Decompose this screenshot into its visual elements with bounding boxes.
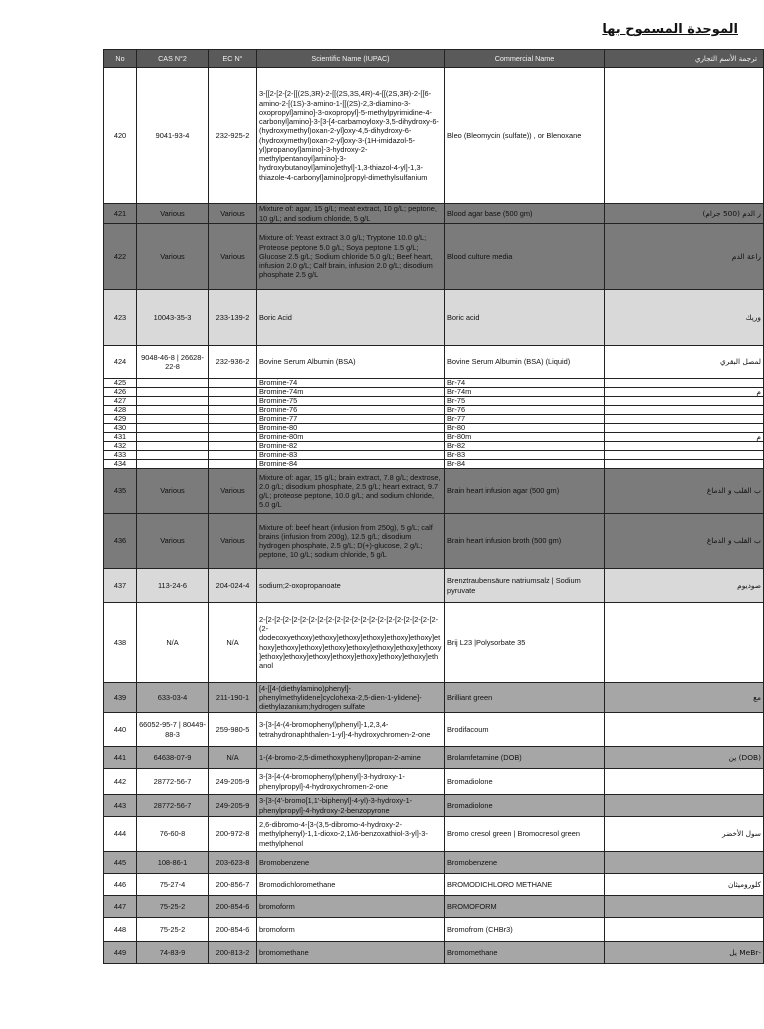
cell-arabic <box>605 769 764 795</box>
cell-arabic: سول الأخضر <box>605 817 764 852</box>
cell-cas: 28772-56-7 <box>137 769 209 795</box>
cell-scientific: 3-[3-[4-(4-bromophenyl)phenyl]-3-hydroxy-1-phenylpropyl]-4-hydroxychromen-2-one <box>257 769 445 795</box>
cell-no: 432 <box>104 442 137 451</box>
cell-ec: 204-024-4 <box>209 569 257 603</box>
cell-cas <box>137 451 209 460</box>
cell-cas: 75-27-4 <box>137 874 209 896</box>
cell-ec: 200-854-6 <box>209 918 257 942</box>
cell-scientific: Bromine-80m <box>257 433 445 442</box>
cell-scientific: sodium;2-oxopropanoate <box>257 569 445 603</box>
cell-scientific: [4-[[4-(diethylamino)phenyl]-phenylmethylidene]cyclohexa-2,5-dien-1-ylidene]-diethylazanium;hydrogen sulfate <box>257 683 445 713</box>
cell-cas: 66052-95-7 | 80449-88-3 <box>137 713 209 747</box>
cell-no: 427 <box>104 397 137 406</box>
cell-ec: Various <box>209 469 257 514</box>
cell-arabic <box>605 406 764 415</box>
table-row <box>104 874 764 896</box>
cell-arabic <box>605 379 764 388</box>
cell-commercial: Blood agar base (500 gm) <box>445 204 605 224</box>
cell-scientific: Bromine-80 <box>257 424 445 433</box>
cell-commercial: Blood culture media <box>445 224 605 290</box>
cell-arabic <box>605 603 764 683</box>
cell-ec: 249-205-9 <box>209 795 257 817</box>
cell-arabic <box>605 397 764 406</box>
cell-commercial: Br-84 <box>445 460 605 469</box>
cell-commercial: Bleo (Bleomycin (sulfate)) , or Blenoxane <box>445 68 605 204</box>
cell-ec: Various <box>209 514 257 569</box>
table-row <box>104 397 764 406</box>
cell-commercial: Bromomethane <box>445 942 605 964</box>
cell-commercial: Bromadiolone <box>445 795 605 817</box>
table-header-row <box>104 50 764 68</box>
cell-ec <box>209 451 257 460</box>
table-row <box>104 747 764 769</box>
table-row <box>104 379 764 388</box>
table-row <box>104 683 764 713</box>
cell-arabic: ر الدم (500 جرام) <box>605 204 764 224</box>
cell-scientific: bromomethane <box>257 942 445 964</box>
cell-cas: 9048-46-8 | 26628-22-8 <box>137 346 209 379</box>
cell-ec: 233-139-2 <box>209 290 257 346</box>
cell-cas: Various <box>137 514 209 569</box>
cell-ec: 203-623-8 <box>209 852 257 874</box>
cell-ec <box>209 424 257 433</box>
cell-no: 428 <box>104 406 137 415</box>
cell-ec: 200-813-2 <box>209 942 257 964</box>
cell-arabic <box>605 451 764 460</box>
table-row <box>104 514 764 569</box>
cell-ec: N/A <box>209 747 257 769</box>
table-row <box>104 896 764 918</box>
cell-commercial: Brodifacoum <box>445 713 605 747</box>
cell-cas <box>137 379 209 388</box>
table-row <box>104 817 764 852</box>
table-row <box>104 451 764 460</box>
table-row <box>104 918 764 942</box>
table-row <box>104 68 764 204</box>
cell-cas <box>137 415 209 424</box>
cell-no: 440 <box>104 713 137 747</box>
cell-arabic: صوديوم <box>605 569 764 603</box>
cell-commercial: Br-77 <box>445 415 605 424</box>
cell-no: 442 <box>104 769 137 795</box>
table-row <box>104 713 764 747</box>
cell-commercial: BROMOFORM <box>445 896 605 918</box>
table-row <box>104 224 764 290</box>
cell-scientific: Bromine-74 <box>257 379 445 388</box>
cell-commercial: Bromadiolone <box>445 769 605 795</box>
cell-arabic: م <box>605 388 764 397</box>
cell-scientific: 3-[[2-[2-[2-[[(2S,3R)-2-[[(2S,3S,4R)-4-[[(2S,3R)-2-[[6-amino-2-[(1S)-3-amino-1-[[(2S)-2,3-diamino-3-oxopropyl]amino]-3-oxopropyl]-5-methylpyrimidine-4-carbonyl]amino]-3-[3-[4-carbamoyloxy-3,5-dihydroxy-6-(hydroxymethyl)oxan-2-yl]oxy-4,5-dihydroxy-6-(hydroxymethyl)oxan-2-yl]oxy-3-(1H-imidazol-5-yl)propanoyl]amino]-3-hydroxy-2-methylpentanoyl]amino]-3-hydroxybutanoyl]amino]ethyl]-1,3-thiazol-4-yl]-1,3-thiazole-4-carbonyl]amino]propyl-dimethylsulfanium <box>257 68 445 204</box>
cell-arabic <box>605 896 764 918</box>
cell-scientific: Bromine-76 <box>257 406 445 415</box>
table-row <box>104 388 764 397</box>
cell-commercial: Brenztraubensäure natriumsalz | Sodium pyruvate <box>445 569 605 603</box>
cell-ec <box>209 397 257 406</box>
cell-no: 426 <box>104 388 137 397</box>
cell-ec: 259-980-5 <box>209 713 257 747</box>
cell-commercial: BROMODICHLORO METHANE <box>445 874 605 896</box>
cell-arabic <box>605 442 764 451</box>
cell-cas: 75-25-2 <box>137 896 209 918</box>
table-row <box>104 942 764 964</box>
cell-ec <box>209 433 257 442</box>
cell-no: 436 <box>104 514 137 569</box>
cell-cas <box>137 406 209 415</box>
cell-scientific: 3-[3-(4'-bromo[1,1'-biphenyl]-4-yl)-3-hydroxy-1-phenylpropyl]-4-hydroxy-2-benzopyrone <box>257 795 445 817</box>
cell-no: 445 <box>104 852 137 874</box>
table-row <box>104 603 764 683</box>
cell-no: 431 <box>104 433 137 442</box>
cell-ec <box>209 415 257 424</box>
table-row <box>104 204 764 224</box>
cell-no: 448 <box>104 918 137 942</box>
cell-ec <box>209 388 257 397</box>
cell-cas <box>137 460 209 469</box>
cell-cas: 108-86-1 <box>137 852 209 874</box>
cell-cas: 113-24-6 <box>137 569 209 603</box>
table-row <box>104 469 764 514</box>
cell-no: 439 <box>104 683 137 713</box>
header-commercial-name: Commercial Name <box>445 50 605 68</box>
cell-arabic: م <box>605 433 764 442</box>
cell-commercial: Brolamfetamine (DOB) <box>445 747 605 769</box>
cell-cas: 76-60-8 <box>137 817 209 852</box>
page-title: الموحدة المسموح بها <box>602 22 738 37</box>
cell-cas: Various <box>137 469 209 514</box>
cell-arabic: راعة الدم <box>605 224 764 290</box>
cell-scientific: Bromobenzene <box>257 852 445 874</box>
cell-cas <box>137 433 209 442</box>
cell-ec: 232-936-2 <box>209 346 257 379</box>
cell-commercial: Brilliant green <box>445 683 605 713</box>
cell-no: 433 <box>104 451 137 460</box>
cell-commercial: Bovine Serum Albumin (BSA) (Liquid) <box>445 346 605 379</box>
cell-arabic: ب القلب و الدماغ <box>605 469 764 514</box>
cell-scientific: Bromine-75 <box>257 397 445 406</box>
table-row <box>104 433 764 442</box>
cell-no: 434 <box>104 460 137 469</box>
cell-commercial: Boric acid <box>445 290 605 346</box>
cell-cas: Various <box>137 224 209 290</box>
cell-scientific: 2-[2-[2-[2-[2-[2-[2-[2-[2-[2-[2-[2-[2-[2-[2-[2-[2-[2-[2-[2-[2-(2-dodecoxyethoxy)ethoxy]ethoxy]ethoxy]ethoxy]ethoxy]ethoxy]ethoxy]ethoxy]ethoxy]ethoxy]ethoxy]ethoxy]ethoxy]ethoxy]ethoxy]ethoxy]ethoxy]ethoxy]ethoxy]ethoxy]ethanol <box>257 603 445 683</box>
table-row <box>104 290 764 346</box>
cell-arabic <box>605 713 764 747</box>
cell-commercial: Bromobenzene <box>445 852 605 874</box>
table-row <box>104 852 764 874</box>
cell-commercial: Br-80m <box>445 433 605 442</box>
cell-arabic: (DOB) ين <box>605 747 764 769</box>
cell-ec <box>209 406 257 415</box>
cell-scientific: Bromine-83 <box>257 451 445 460</box>
cell-no: 422 <box>104 224 137 290</box>
cell-arabic <box>605 424 764 433</box>
table-row <box>104 569 764 603</box>
cell-cas <box>137 424 209 433</box>
cell-ec: Various <box>209 204 257 224</box>
cell-arabic: -MeBr يل <box>605 942 764 964</box>
cell-commercial: Br-82 <box>445 442 605 451</box>
permitted-substances-table <box>103 49 764 964</box>
cell-commercial: Br-74 <box>445 379 605 388</box>
cell-scientific: Bromine-82 <box>257 442 445 451</box>
cell-ec: 249-205-9 <box>209 769 257 795</box>
cell-cas: N/A <box>137 603 209 683</box>
cell-arabic: ب القلب و الدماغ <box>605 514 764 569</box>
cell-no: 424 <box>104 346 137 379</box>
cell-ec: N/A <box>209 603 257 683</box>
table-row <box>104 442 764 451</box>
header-scientific-name: Scientific Name (IUPAC) <box>257 50 445 68</box>
cell-commercial: Brain heart infusion broth (500 gm) <box>445 514 605 569</box>
cell-scientific: Mixture of: agar, 15 g/L; brain extract, 7.8 g/L; dextrose, 2.0 g/L; disodium phosphate, 2.5 g/L; heart extract, 9.7 g/L; proteose peptone, 10.0 g/L; and sodium chloride, 5.0 g/L <box>257 469 445 514</box>
cell-ec: 211-190-1 <box>209 683 257 713</box>
cell-cas <box>137 442 209 451</box>
cell-commercial: Bromo cresol green | Bromocresol green <box>445 817 605 852</box>
cell-ec <box>209 442 257 451</box>
cell-no: 430 <box>104 424 137 433</box>
cell-arabic: لمصل البقري <box>605 346 764 379</box>
cell-arabic: مع <box>605 683 764 713</box>
table-row <box>104 415 764 424</box>
cell-scientific: Boric Acid <box>257 290 445 346</box>
cell-no: 429 <box>104 415 137 424</box>
cell-scientific: Bromodichloromethane <box>257 874 445 896</box>
cell-arabic: وريك <box>605 290 764 346</box>
cell-ec: 200-972-8 <box>209 817 257 852</box>
cell-arabic <box>605 415 764 424</box>
cell-commercial: Br-80 <box>445 424 605 433</box>
cell-no: 423 <box>104 290 137 346</box>
cell-arabic: كلوروميثان <box>605 874 764 896</box>
cell-scientific: 1-(4-bromo-2,5-dimethoxyphenyl)propan-2-amine <box>257 747 445 769</box>
cell-cas: 75-25-2 <box>137 918 209 942</box>
cell-arabic <box>605 852 764 874</box>
cell-no: 447 <box>104 896 137 918</box>
cell-ec: 232-925-2 <box>209 68 257 204</box>
cell-commercial: Brain heart infusion agar (500 gm) <box>445 469 605 514</box>
cell-commercial: Br-75 <box>445 397 605 406</box>
cell-no: 444 <box>104 817 137 852</box>
cell-cas: 9041-93-4 <box>137 68 209 204</box>
table-row <box>104 460 764 469</box>
cell-cas <box>137 388 209 397</box>
header-ec: EC N° <box>209 50 257 68</box>
header-cas: CAS N°2 <box>137 50 209 68</box>
cell-no: 441 <box>104 747 137 769</box>
cell-no: 425 <box>104 379 137 388</box>
cell-scientific: Mixture of: beef heart (infusion from 250g), 5 g/L; calf brains (infusion from 200g), 12.5 g/L; disodium hydrogen phosphate, 2.5 g/L; D(+)-glucose, 2 g/L; peptone, 10 g/L; sodium chloride, 5 g/L <box>257 514 445 569</box>
cell-ec: 200-854-6 <box>209 896 257 918</box>
cell-commercial: Br-74m <box>445 388 605 397</box>
cell-no: 438 <box>104 603 137 683</box>
cell-cas: 633-03-4 <box>137 683 209 713</box>
table-row <box>104 346 764 379</box>
cell-cas: 28772-56-7 <box>137 795 209 817</box>
cell-scientific: 2,6-dibromo-4-[3-(3,5-dibromo-4-hydroxy-2-methylphenyl)-1,1-dioxo-2,1λ6-benzoxathiol-3-yl]-3-methylphenol <box>257 817 445 852</box>
cell-ec <box>209 460 257 469</box>
cell-commercial: Br-83 <box>445 451 605 460</box>
cell-scientific: Bromine-77 <box>257 415 445 424</box>
cell-arabic <box>605 460 764 469</box>
cell-scientific: Bovine Serum Albumin (BSA) <box>257 346 445 379</box>
cell-no: 443 <box>104 795 137 817</box>
cell-scientific: bromoform <box>257 896 445 918</box>
cell-scientific: Bromine-74m <box>257 388 445 397</box>
cell-no: 420 <box>104 68 137 204</box>
cell-scientific: Mixture of: Yeast extract 3.0 g/L; Tryptone 10.0 g/L; Proteose peptone 5.0 g/L; Soya peptone 1.5 g/L; Glucose 2.5 g/L; Sodium chloride 5.0 g/L; Beef heart, infusion 2.0 g/L; Calf brain, infusion 2.0 g/L; disodium phosphate 2.5 g/L <box>257 224 445 290</box>
table-row <box>104 406 764 415</box>
cell-arabic <box>605 68 764 204</box>
cell-ec <box>209 379 257 388</box>
cell-cas <box>137 397 209 406</box>
cell-no: 421 <box>104 204 137 224</box>
cell-cas: Various <box>137 204 209 224</box>
cell-arabic <box>605 918 764 942</box>
table-row <box>104 795 764 817</box>
cell-commercial: Br-76 <box>445 406 605 415</box>
cell-ec: Various <box>209 224 257 290</box>
cell-no: 437 <box>104 569 137 603</box>
cell-ec: 200-856-7 <box>209 874 257 896</box>
cell-no: 435 <box>104 469 137 514</box>
table-row <box>104 769 764 795</box>
header-no: No <box>104 50 137 68</box>
cell-cas: 74-83-9 <box>137 942 209 964</box>
cell-scientific: 3-[3-[4-(4-bromophenyl)phenyl]-1,2,3,4-tetrahydronaphthalen-1-yl]-4-hydroxychromen-2-one <box>257 713 445 747</box>
cell-cas: 10043-35-3 <box>137 290 209 346</box>
cell-commercial: Bromofrom (CHBr3) <box>445 918 605 942</box>
cell-commercial: Brij L23 |Polysorbate 35 <box>445 603 605 683</box>
header-arabic-translation: ترجمة الأسم التجاري <box>605 50 764 68</box>
cell-cas: 64638-07-9 <box>137 747 209 769</box>
table-row <box>104 424 764 433</box>
cell-scientific: Bromine-84 <box>257 460 445 469</box>
cell-scientific: Mixture of: agar, 15 g/L; meat extract, 10 g/L; peptone, 10 g/L; and sodium chloride, 5 g/L <box>257 204 445 224</box>
cell-no: 449 <box>104 942 137 964</box>
cell-scientific: bromoform <box>257 918 445 942</box>
cell-arabic <box>605 795 764 817</box>
cell-no: 446 <box>104 874 137 896</box>
